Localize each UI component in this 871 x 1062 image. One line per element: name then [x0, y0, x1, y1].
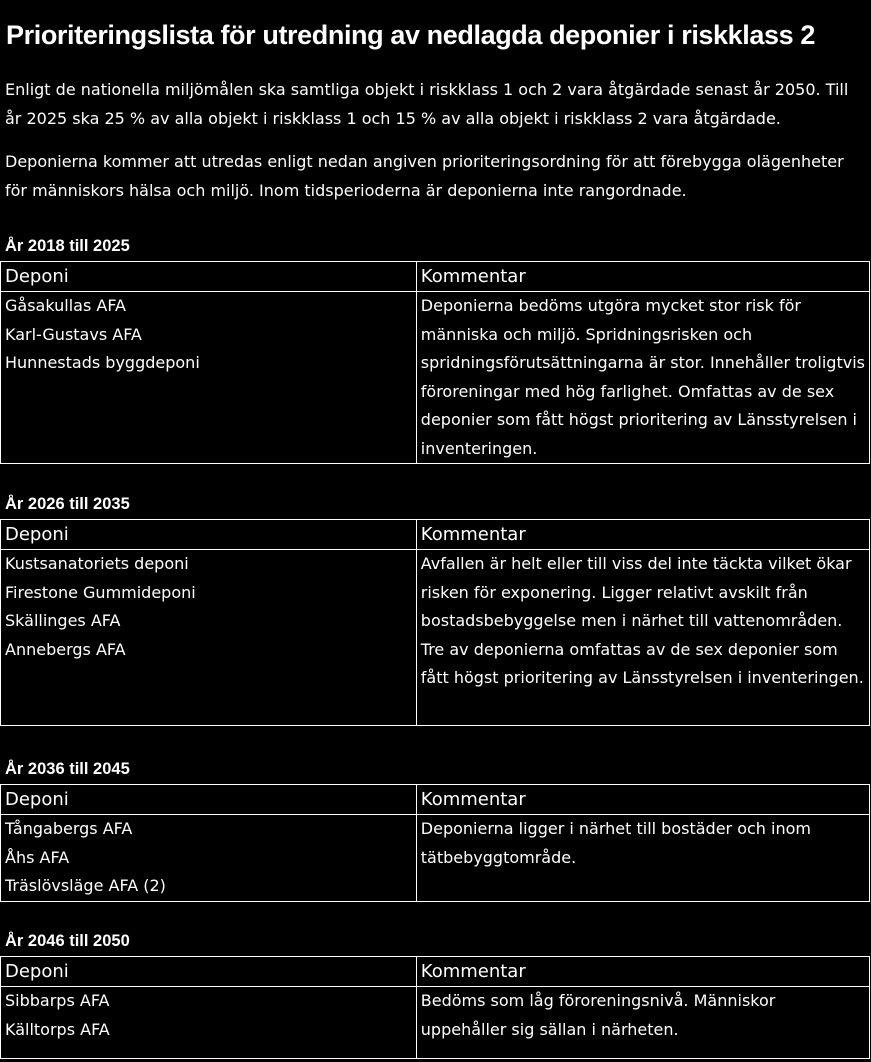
deponi-item: Åhs AFA	[5, 847, 70, 867]
intro-paragraph-goals: Enligt de nationella miljömålen ska samtliga objekt i riskklass 1 och 2 vara åtgärdade senast år 2050. Till år 2025 ska 25 % av alla objekt i riskklass 1 och 15 % av alla objekt i riskklass 2 vara åtgärdade.	[5, 80, 849, 128]
period-table	[0, 956, 870, 1059]
deponi-list	[5, 987, 412, 1044]
deponi-item: Annebergs AFA	[5, 639, 126, 659]
table-header-row	[1, 785, 870, 815]
deponi-item: Gåsakullas AFA	[5, 296, 126, 315]
intro-paragraph-priority: Deponierna kommer att utredas enligt nedan angiven prioriteringsordning för att förebygga olägenheter för människors hälsa och miljö. Inom tidsperioderna är deponierna inte rangordnade.	[5, 152, 844, 200]
kommentar-cell: Bedöms som låg föroreningsnivå. Människor uppehåller sig sällan i närheten.	[416, 987, 869, 1059]
deponi-cell	[1, 987, 417, 1059]
deponi-column-header: Deponi	[1, 262, 417, 292]
deponi-item: Källtorps AFA	[5, 1019, 110, 1039]
deponi-cell	[1, 292, 417, 464]
deponi-item: Hunnestads byggdeponi	[5, 353, 200, 372]
kommentar-column-header: Kommentar	[416, 785, 869, 815]
deponi-list	[5, 292, 412, 378]
deponi-cell	[1, 815, 417, 902]
period-heading: År 2046 till 2050	[5, 932, 130, 950]
period-heading: År 2018 till 2025	[5, 237, 130, 255]
kommentar-cell: Deponierna ligger i närhet till bostäder och inom tätbebyggtområde.	[416, 815, 869, 902]
deponi-cell	[1, 550, 417, 726]
deponi-column-header: Deponi	[1, 520, 417, 550]
kommentar-column-header: Kommentar	[416, 520, 869, 550]
deponi-list	[5, 550, 412, 664]
kommentar-cell: Avfallen är helt eller till viss del inte täckta vilket ökar risken för exponering. Ligger relativt avskilt från bostadsbebyggelse men i närhet till vattenområden. Tre av deponierna omfattas av de sex deponier som fått högst prioritering av Länsstyrelsen i inventeringen.	[416, 550, 869, 726]
period-table	[0, 519, 870, 726]
table-header-row	[1, 520, 870, 550]
deponi-item: Karl-Gustavs AFA	[5, 324, 142, 344]
table-row	[1, 292, 870, 464]
deponi-item: Sibbarps AFA	[5, 991, 110, 1010]
table-header-row	[1, 957, 870, 987]
table-row	[1, 815, 870, 902]
deponi-column-header: Deponi	[1, 785, 417, 815]
kommentar-cell: Deponierna bedöms utgöra mycket stor risk för människa och miljö. Spridningsrisken och spridningsförutsättningarna är stor. Innehåller troligtvis föroreningar med hög farlighet. Omfattas av de sex deponier som fått högst prioritering av Länsstyrelsen i inventeringen.	[416, 292, 869, 464]
table-row	[1, 550, 870, 726]
deponi-item: Träslövsläge AFA (2)	[5, 876, 166, 895]
deponi-list	[5, 815, 412, 901]
deponi-item: Skällinges AFA	[5, 611, 121, 630]
period-table	[0, 784, 870, 902]
deponi-item: Firestone Gummideponi	[5, 582, 196, 602]
deponi-item: Tångabergs AFA	[5, 819, 133, 838]
period-table	[0, 261, 870, 464]
period-heading: År 2026 till 2035	[5, 495, 130, 513]
period-heading: År 2036 till 2045	[5, 760, 130, 778]
kommentar-column-header: Kommentar	[416, 262, 869, 292]
deponi-item: Kustsanatoriets deponi	[5, 554, 189, 573]
kommentar-column-header: Kommentar	[416, 957, 869, 987]
page-title: Prioriteringslista för utredning av nedlagda deponier i riskklass 2	[6, 20, 815, 50]
deponi-column-header: Deponi	[1, 957, 417, 987]
table-row	[1, 987, 870, 1059]
table-header-row	[1, 262, 870, 292]
